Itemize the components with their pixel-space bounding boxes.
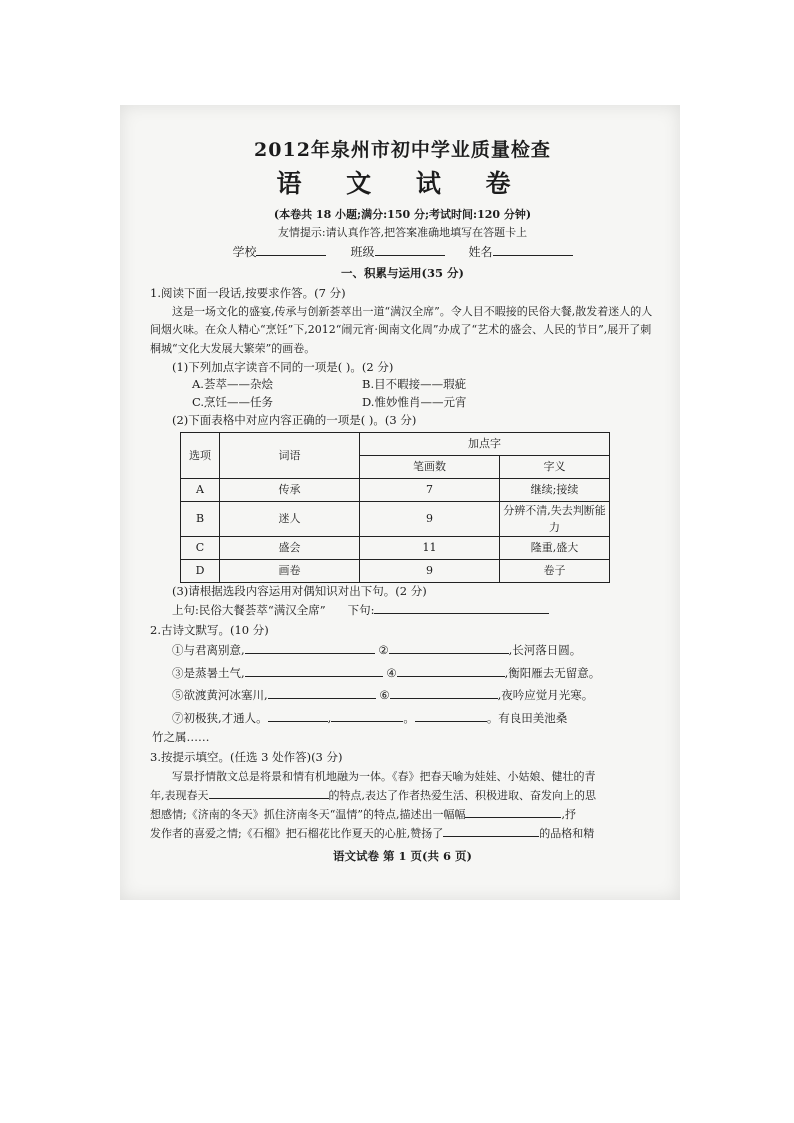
class-blank[interactable] xyxy=(375,243,445,256)
poem-text: , xyxy=(327,710,332,725)
poem-text: 。有良田美池桑 xyxy=(486,710,568,725)
poem-text: ③是蒸暑土气, xyxy=(172,665,245,680)
poem-text: ⑦初极狭,才通人。 xyxy=(172,710,268,725)
question-1-sub2: (2)下面表格中对应内容正确的一项是( )。(3 分) xyxy=(172,413,417,427)
fill-text: 发作者的喜爱之情;《石榴》把石榴花比作夏天的心脏,赞扬了 xyxy=(150,827,444,841)
poem-text: ④ xyxy=(386,665,397,680)
section-heading: 一、积累与运用(35 分) xyxy=(341,265,464,280)
fill-text: 的特点,表达了作者热爱生活、积极进取、奋发向上的思 xyxy=(328,788,596,802)
poem-text: ② xyxy=(378,643,389,658)
exam-title: 2012年泉州市初中学业质量检查 xyxy=(254,139,551,161)
poem-line xyxy=(172,707,655,729)
poem-text: 。 xyxy=(403,710,415,725)
table-row xyxy=(181,536,610,559)
option-d: D.惟妙惟肖——元宵 xyxy=(362,395,467,410)
option-c: C.烹饪——任务 xyxy=(192,395,274,410)
poem-line xyxy=(172,662,655,684)
table-header-strokes: 笔画数 xyxy=(360,455,500,478)
row-meaning: 分辨不清,失去判断能力 xyxy=(500,501,610,536)
exam-paper xyxy=(150,128,655,865)
table-row xyxy=(181,501,610,536)
option-b: B.目不暇接——瑕疵 xyxy=(362,377,467,392)
table-header-meaning: 字义 xyxy=(500,455,610,478)
fill-text: 年,表现春天 xyxy=(150,788,209,802)
row-word: 传承 xyxy=(220,478,360,501)
row-strokes: 11 xyxy=(360,536,500,559)
poem-text: ,长河落日圆。 xyxy=(508,643,582,658)
answer-blank[interactable] xyxy=(331,709,403,722)
row-option: C xyxy=(181,536,220,559)
poem-text: ①与君离别意, xyxy=(172,643,245,658)
couplet-lower-label: 下句: xyxy=(347,602,375,617)
answer-blank[interactable] xyxy=(390,686,498,699)
question-1-stem: 1.阅读下面一段话,按要求作答。(7 分) xyxy=(150,285,346,300)
row-strokes: 7 xyxy=(360,478,500,501)
row-option: D xyxy=(181,559,220,582)
table-row xyxy=(181,478,610,501)
answer-blank[interactable] xyxy=(268,686,376,699)
vocab-table xyxy=(180,432,610,583)
question-1-sub1: (1)下列加点字读音不同的一项是( )。(2 分) xyxy=(172,359,394,374)
row-option: A xyxy=(181,478,220,501)
poem-text: ⑤欲渡黄河冰塞川, xyxy=(172,688,268,703)
school-blank[interactable] xyxy=(256,243,326,256)
question-3-line: 写景抒情散文总是将景和情有机地融为一体。《春》把春天喻为娃娃、小姑娘、健壮的青 xyxy=(172,769,596,783)
question-2-stem: 2.古诗文默写。(10 分) xyxy=(150,622,269,637)
question-1-passage: 这是一场文化的盛宴,传承与创新荟萃出一道“满汉全席”。令人目不暇接的民俗大餐,散发着迷人的人间烟火味。在众人精心“烹饪”下,2012“闹元宵·闽南文化周”办成了“艺术的盛会、人民的节日”,展开了刺桐城“文化大发展大繁荣”的画卷。 xyxy=(150,304,653,355)
class-label: 班级 xyxy=(350,245,375,260)
poem-line xyxy=(172,684,655,706)
question-1-options xyxy=(192,376,655,412)
table-header-dot: 加点字 xyxy=(360,432,610,455)
poem-lines xyxy=(172,639,655,729)
poem-text: ,夜吟应觉月光寒。 xyxy=(497,688,594,703)
answer-blank[interactable] xyxy=(245,641,375,654)
couplet-row xyxy=(172,601,655,620)
name-label: 姓名 xyxy=(468,245,493,260)
school-label: 学校 xyxy=(232,245,257,260)
subject-title: 语 文 试 卷 xyxy=(276,169,529,199)
fill-text: ,抒 xyxy=(561,808,576,822)
table-header-option: 选项 xyxy=(181,432,220,478)
row-word: 迷人 xyxy=(220,501,360,536)
option-a: A.荟萃——杂烩 xyxy=(192,377,273,392)
answer-blank[interactable] xyxy=(268,709,328,722)
table-row xyxy=(181,559,610,582)
answer-blank[interactable] xyxy=(415,709,487,722)
table-header-word: 词语 xyxy=(220,432,360,478)
name-blank[interactable] xyxy=(493,243,573,256)
row-word: 画卷 xyxy=(220,559,360,582)
student-info-row xyxy=(150,243,655,262)
answer-blank[interactable] xyxy=(209,786,329,799)
row-word: 盛会 xyxy=(220,536,360,559)
answer-blank[interactable] xyxy=(443,824,539,837)
answer-blank[interactable] xyxy=(245,664,383,677)
row-option: B xyxy=(181,501,220,536)
question-1-sub3: (3)请根据选段内容运用对偶知识对出下句。(2 分) xyxy=(172,583,427,598)
exam-note: (本卷共 18 小题;满分:150 分;考试时间:120 分钟) xyxy=(273,208,532,222)
fill-text: 的品格和精 xyxy=(539,827,595,841)
row-meaning: 隆重,盛大 xyxy=(500,536,610,559)
couplet-upper: 上句:民俗大餐荟萃“满汉全席” xyxy=(172,602,326,617)
question-3-line xyxy=(150,805,655,824)
poem-text: ⑥ xyxy=(379,688,390,703)
row-strokes: 9 xyxy=(360,559,500,582)
answer-blank[interactable] xyxy=(465,805,561,818)
couplet-blank[interactable] xyxy=(374,601,549,614)
poem-text: ,衡阳雁去无留意。 xyxy=(504,665,601,680)
row-meaning: 卷子 xyxy=(500,559,610,582)
page-footer: 语文试卷 第 1 页(共 6 页) xyxy=(333,848,472,863)
question-3-line xyxy=(150,786,655,805)
poem-line xyxy=(172,639,655,661)
fill-text: 想感情;《济南的冬天》抓住济南冬天“温情”的特点,描述出一幅幅 xyxy=(150,808,466,822)
row-meaning: 继续;接续 xyxy=(500,478,610,501)
poem-continuation: 竹之属…… xyxy=(152,730,210,745)
answer-blank[interactable] xyxy=(397,664,505,677)
question-3-line xyxy=(150,824,655,843)
exam-tip: 友情提示:请认真作答,把答案准确地填写在答题卡上 xyxy=(277,226,528,240)
row-strokes: 9 xyxy=(360,501,500,536)
question-3-stem: 3.按提示填空。(任选 3 处作答)(3 分) xyxy=(150,749,343,764)
answer-blank[interactable] xyxy=(389,641,509,654)
